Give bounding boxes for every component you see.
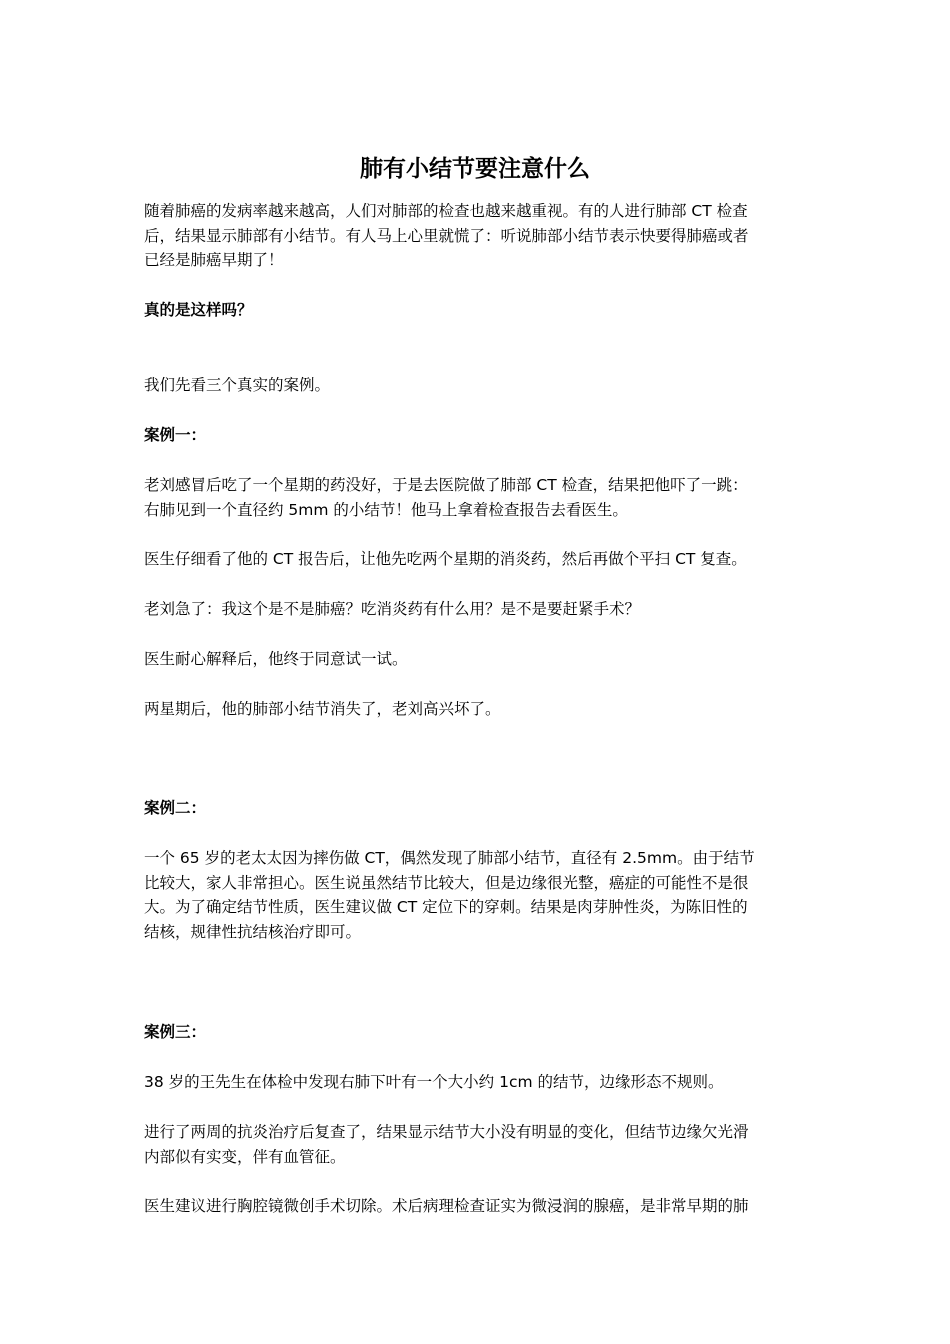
- intro-line: 后，结果显示肺部有小结节。有人马上心里就慌了：听说肺部小结节表示快要得肺癌或者: [144, 226, 749, 245]
- case1-paragraph-4: 医生耐心解释后，他终于同意试一试。: [144, 650, 408, 668]
- intro-paragraph: [144, 199, 809, 273]
- case2-line: 比较大，家人非常担心。医生说虽然结节比较大，但是边缘很光整，癌症的可能性不是很: [144, 873, 749, 892]
- case1-line: 老刘感冒后吃了一个星期的药没好，于是去医院做了肺部 CT 检查，结果把他吓了一跳：: [144, 476, 748, 494]
- case3-paragraph-1: 38 岁的王先生在体检中发现右肺下叶有一个大小约 1cm 的结节，边缘形态不规则。: [144, 1073, 724, 1091]
- case1-line: 右肺见到一个直径约 5mm 的小结节！他马上拿着检查报告去看医生。: [144, 500, 628, 519]
- case1-heading: 案例一：: [144, 426, 207, 444]
- document-title: 肺有小结节要注意什么: [360, 156, 590, 182]
- intro-line: 随着肺癌的发病率越来越高，人们对肺部的检查也越来越重视。有的人进行肺部 CT 检查: [144, 202, 748, 220]
- case1-paragraph-2: 医生仔细看了他的 CT 报告后，让他先吃两个星期的消炎药，然后再做个平扫 CT 复查。: [144, 550, 747, 568]
- case2-paragraph: [144, 846, 809, 944]
- case2-line: 大。为了确定结节性质，医生建议做 CT 定位下的穿刺。结果是肉芽肿性炎，为陈旧性的: [144, 898, 748, 916]
- case1-paragraph-3: 老刘急了：我这个是不是肺癌？吃消炎药有什么用？是不是要赶紧手术？: [144, 600, 641, 618]
- case3-paragraph-2: [144, 1120, 809, 1169]
- intro-line: 已经是肺癌早期了！: [144, 251, 284, 269]
- case3-heading: 案例三：: [144, 1023, 207, 1041]
- case3-paragraph-3: 医生建议进行胸腔镜微创手术切除。术后病理检查证实为微浸润的腺癌，是非常早期的肺: [144, 1197, 749, 1215]
- case1-paragraph-5: 两星期后，他的肺部小结节消失了，老刘高兴坏了。: [144, 700, 501, 718]
- case3-line: 进行了两周的抗炎治疗后复查了，结果显示结节大小没有明显的变化，但结节边缘欠光滑: [144, 1123, 749, 1141]
- case1-paragraph-1: [144, 473, 809, 522]
- case2-line: 结核，规律性抗结核治疗即可。: [144, 922, 362, 941]
- lead-paragraph: 我们先看三个真实的案例。: [144, 376, 331, 394]
- case2-heading: 案例二：: [144, 799, 207, 817]
- case2-line: 一个 65 岁的老太太因为摔伤做 CT，偶然发现了肺部小结节，直径有 2.5mm。由于结节: [144, 849, 755, 867]
- case3-line: 内部似有实变，伴有血管征。: [144, 1147, 346, 1166]
- question-heading: 真的是这样吗？: [144, 301, 253, 319]
